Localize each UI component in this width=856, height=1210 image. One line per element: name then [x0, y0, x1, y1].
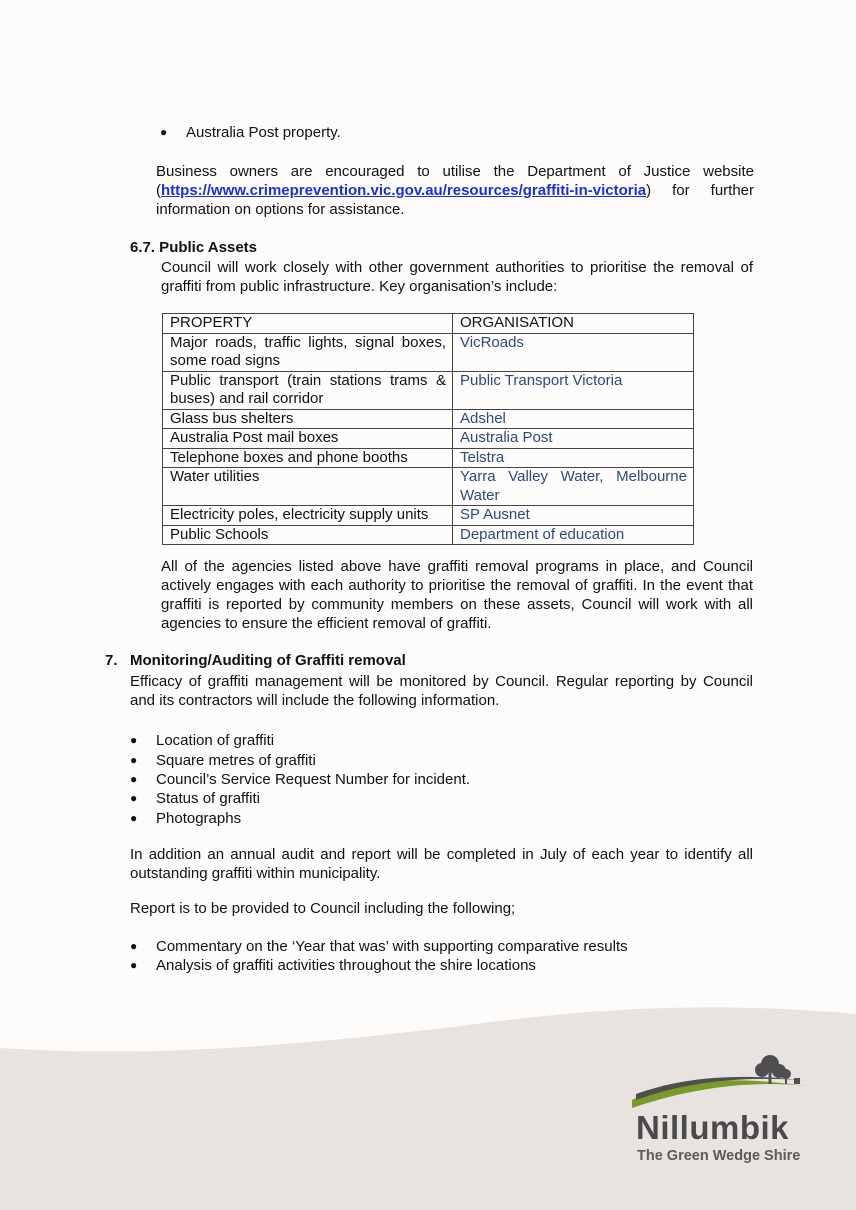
table-cell-organisation: Telstra	[453, 448, 694, 468]
list-item-text: Status of graffiti	[156, 790, 260, 807]
list-item-text: Council’s Service Request Number for incident.	[156, 771, 471, 788]
bullet-icon: ●	[130, 733, 138, 747]
table-cell-organisation: Yarra Valley Water, Melbourne Water	[453, 468, 694, 506]
table-row	[163, 333, 694, 371]
list-item-text: Photographs	[156, 810, 242, 827]
list-item-text: Commentary on the ‘Year that was’ with supporting comparative results	[156, 938, 628, 955]
bullet-icon: ●	[130, 958, 138, 972]
logo-name: Nillumbik	[636, 1109, 790, 1146]
bullet-icon: ●	[130, 791, 138, 805]
section-heading-monitoring: Monitoring/Auditing of Graffiti removal	[130, 652, 406, 669]
logo-tagline: The Green Wedge Shire	[637, 1148, 801, 1164]
list-item-text: Location of graffiti	[156, 732, 275, 749]
table-cell-organisation: Department of education	[453, 525, 694, 545]
table-cell-organisation: Australia Post	[453, 429, 694, 449]
section-number-7: 7.	[105, 652, 118, 669]
table-cell-property: Public transport (train stations trams & buses) and rail corridor	[163, 371, 453, 409]
bullet-icon: ●	[130, 939, 138, 953]
table-header-organisation: ORGANISATION	[453, 314, 694, 334]
justice-website-link[interactable]: https://www.crimeprevention.vic.gov.au/resources/graffiti-in-victoria	[161, 182, 647, 199]
table-cell-property: Major roads, traffic lights, signal boxes, some road signs	[163, 333, 453, 371]
section-heading-public-assets: 6.7. Public Assets	[130, 239, 258, 256]
table-cell-property: Public Schools	[163, 525, 453, 545]
table-header-property: PROPERTY	[163, 314, 453, 334]
business-text-after: ) for further information on options for assistance.	[156, 182, 754, 218]
business-paragraph	[156, 162, 754, 219]
bullet-icon: ●	[160, 125, 168, 139]
table-cell-organisation: Adshel	[453, 409, 694, 429]
bullet-icon: ●	[130, 772, 138, 786]
table-cell-organisation: VicRoads	[453, 333, 694, 371]
list-item-text: Analysis of graffiti activities throughout the shire locations	[156, 957, 536, 974]
table-cell-property: Water utilities	[163, 468, 453, 506]
table-cell-organisation: SP Ausnet	[453, 506, 694, 526]
table-header-row	[163, 314, 694, 334]
table-cell-property: Glass bus shelters	[163, 409, 453, 429]
table-row	[163, 525, 694, 545]
bullet-text: Australia Post property.	[186, 124, 341, 141]
table-row	[163, 448, 694, 468]
public-assets-closing: All of the agencies listed above have graffiti removal programs in place, and Council actively engages with each authority to prioritise the removal of graffiti. In the event that graffiti is reported by community members on these assets, Council will work with all agencies to ensure the efficient removal of graffiti.	[161, 558, 753, 632]
table-row	[163, 506, 694, 526]
table-row	[163, 409, 694, 429]
monitoring-intro: Efficacy of graffiti management will be monitored by Council. Regular reporting by Council and its contractors will include the following information.	[130, 673, 753, 709]
table-cell-property: Electricity poles, electricity supply units	[163, 506, 453, 526]
public-assets-table	[162, 313, 694, 545]
public-assets-intro: Council will work closely with other government authorities to prioritise the removal of graffiti from public infrastructure. Key organisation’s include:	[161, 259, 753, 295]
table-cell-property: Telephone boxes and phone booths	[163, 448, 453, 468]
list-item-text: Square metres of graffiti	[156, 752, 316, 769]
bullet-icon: ●	[130, 753, 138, 767]
table-row	[163, 468, 694, 506]
table-cell-organisation: Public Transport Victoria	[453, 371, 694, 409]
audit-paragraph: In addition an annual audit and report will be completed in July of each year to identify all outstanding graffiti within municipality.	[130, 846, 753, 882]
table-row	[163, 371, 694, 409]
table-cell-property: Australia Post mail boxes	[163, 429, 453, 449]
table-row	[163, 429, 694, 449]
report-intro: Report is to be provided to Council including the following;	[130, 900, 516, 917]
business-text-before: Business owners are encouraged to utilise the Department of Justice website (	[156, 163, 754, 199]
bullet-icon: ●	[130, 811, 138, 825]
